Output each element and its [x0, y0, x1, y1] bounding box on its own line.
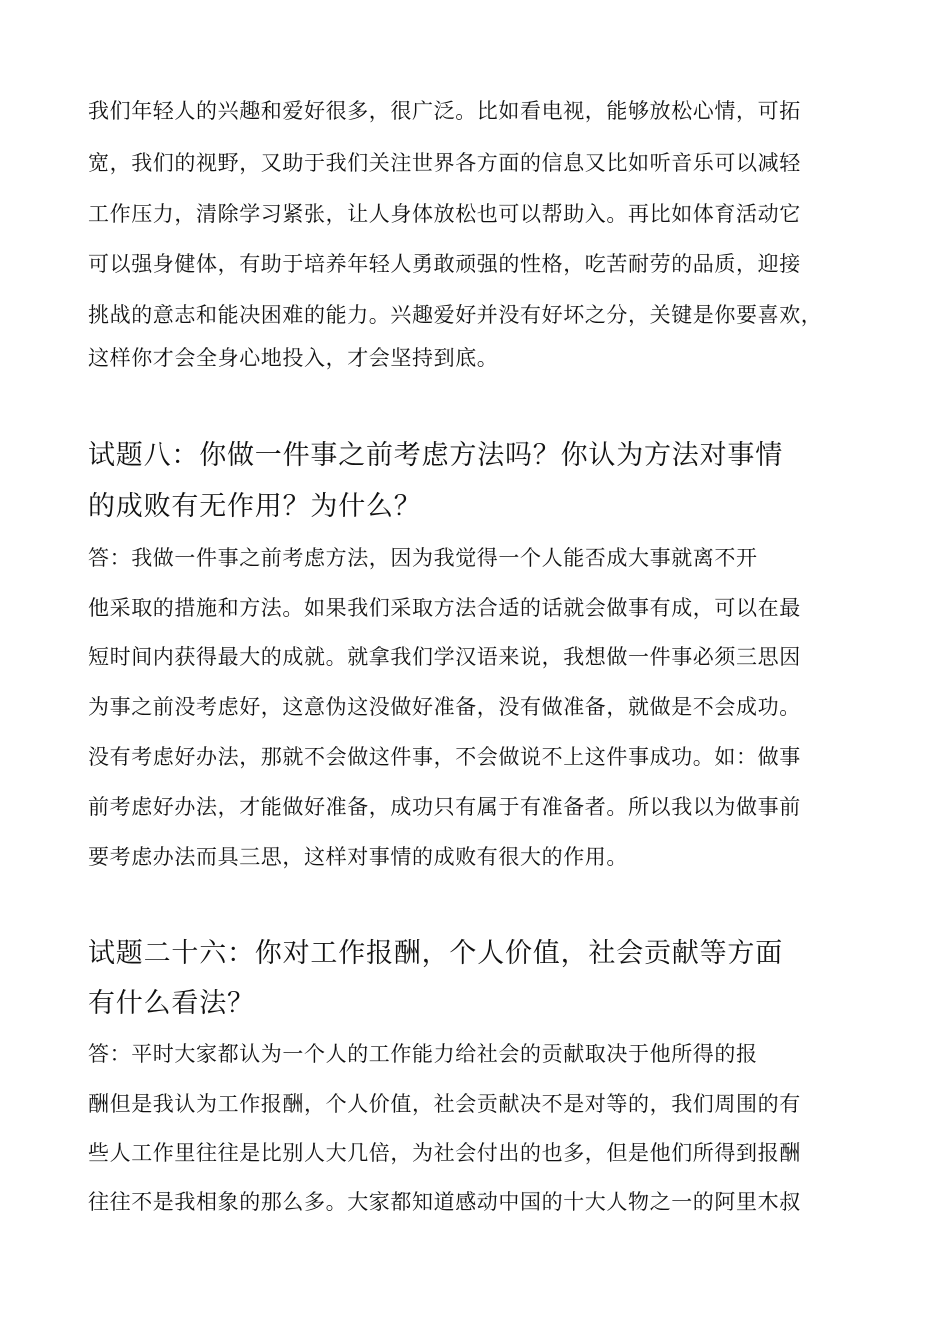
answer-line: 没有考虑好办法，那就不会做这件事，不会做说不上这件事成功。如：做事: [88, 745, 801, 769]
answer-line: 要考虑办法而具三思，这样对事情的成败有很大的作用。: [88, 845, 628, 869]
answer-line: 前考虑好办法，才能做好准备，成功只有属于有准备者。所以我以为做事前: [88, 795, 801, 819]
paragraph-line: 这样你才会全身心地投入，才会坚持到底。: [88, 346, 499, 370]
question-heading: 试题二十六：你对工作报酬，个人价值，社会贡献等方面: [88, 938, 783, 969]
answer-line: 短时间内获得最大的成就。就拿我们学汉语来说，我想做一件事必须三思因: [88, 645, 801, 669]
paragraph-line: 工作压力，清除学习紧张，让人身体放松也可以帮助入。再比如体育活动它: [88, 202, 801, 226]
paragraph-line: 挑战的意志和能决困难的能力。兴趣爱好并没有好坏之分，关键是你要喜欢，: [88, 303, 823, 327]
answer-line: 往往不是我相象的那么多。大家都知道感动中国的十大人物之一的阿里木叔: [88, 1190, 801, 1214]
paragraph-line: 宽，我们的视野，又助于我们关注世界各方面的信息又比如听音乐可以减轻: [88, 151, 801, 175]
answer-line: 答：我做一件事之前考虑方法，因为我觉得一个人能否成大事就离不开: [88, 546, 758, 570]
paragraph-line: 我们年轻人的兴趣和爱好很多，很广泛。比如看电视，能够放松心情，可拓: [88, 99, 801, 123]
paragraph-line: 可以强身健体，有助于培养年轻人勇敢顽强的性格，吃苦耐劳的品质，迎接: [88, 252, 801, 276]
question-heading: 的成败有无作用？为什么？: [88, 491, 422, 522]
answer-line: 他采取的措施和方法。如果我们采取方法合适的话就会做事有成，可以在最: [88, 596, 801, 620]
answer-line: 答：平时大家都认为一个人的工作能力给社会的贡献取决于他所得的报: [88, 1042, 758, 1066]
answer-line: 酬但是我认为工作报酬，个人价值，社会贡献决不是对等的，我们周围的有: [88, 1092, 801, 1116]
question-heading: 有什么看法？: [88, 988, 255, 1019]
answer-line: 些人工作里往往是比别人大几倍，为社会付出的也多，但是他们所得到报酬: [88, 1141, 801, 1165]
answer-line: 为事之前没考虑好，这意伪这没做好准备，没有做准备，就做是不会成功。: [88, 695, 801, 719]
question-heading: 试题八：你做一件事之前考虑方法吗？你认为方法对事情: [88, 440, 783, 471]
